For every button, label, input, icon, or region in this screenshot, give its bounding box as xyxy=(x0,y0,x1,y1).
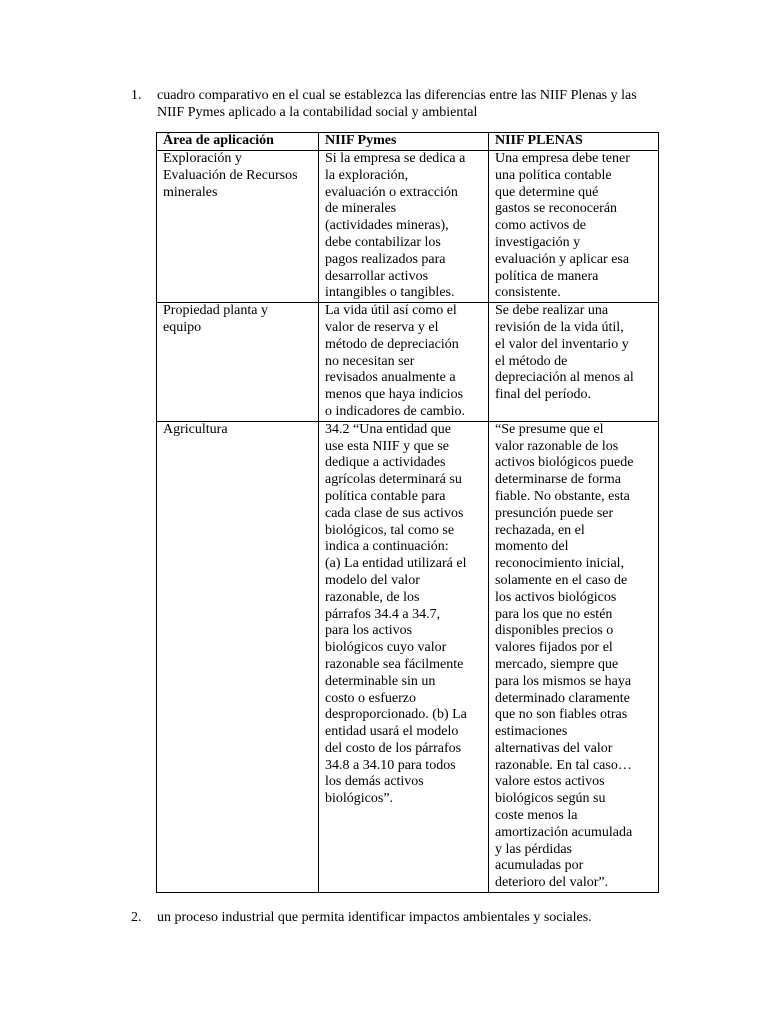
list-number: 2. xyxy=(131,910,142,925)
cell-plenas: Una empresa debe tener una política contable que determine qué gastos se reconocerán como activos de investigación y evaluación y aplicar esa política de manera consistente. xyxy=(489,151,659,303)
header-area: Área de aplicación xyxy=(157,133,319,151)
cell-area: Exploración y Evaluación de Recursos minerales xyxy=(157,151,319,303)
table-row xyxy=(157,303,659,422)
comparison-table xyxy=(156,132,659,893)
cell-area: Propiedad planta y equipo xyxy=(157,303,319,422)
table-row xyxy=(157,151,659,303)
cell-pymes: 34.2 “Una entidad que use esta NIIF y que se dedique a actividades agrícolas determinará su política contable para cada clase de sus activos biológicos, tal como se indica a continuación: (a) La entidad utilizará el modelo del valor razonable, de los párrafos 34.4 a 34.7, para los activos biológicos cuyo valor razonable sea fácilmente determinable sin un costo o esfuerzo desproporcionado. (b) La entidad usará el modelo del costo de los párrafos 34.8 a 34.10 para todos los demás activos biológicos”. xyxy=(319,421,489,892)
cell-pymes: La vida útil así como el valor de reserva y el método de depreciación no necesitan ser revisados anualmente a menos que haya indicios o indicadores de cambio. xyxy=(319,303,489,422)
table-row xyxy=(157,421,659,892)
list-text: cuadro comparativo en el cual se establezca las diferencias entre las NIIF Plenas y las NIIF Pymes aplicado a la contabilidad social y ambiental xyxy=(157,88,637,120)
list-text: un proceso industrial que permita identificar impactos ambientales y sociales. xyxy=(157,910,592,925)
list-number: 1. xyxy=(131,88,142,103)
header-niif-pymes: NIIF Pymes xyxy=(319,133,489,151)
cell-area: Agricultura xyxy=(157,421,319,892)
cell-plenas: “Se presume que el valor razonable de los activos biológicos puede determinarse de forma fiable. No obstante, esta presunción puede ser rechazada, en el momento del reconocimiento inicial, solamente en el caso de los activos biológicos para los que no estén disponibles precios o valores fijados por el mercado, siempre que para los mismos se haya determinado claramente que no son fiables otras estimaciones alternativas del valor razonable. En tal caso… valore estos activos biológicos según su coste menos la amortización acumulada y las pérdidas acumuladas por deterioro del valor”. xyxy=(489,421,659,892)
table-header-row xyxy=(157,133,659,151)
header-niif-plenas: NIIF PLENAS xyxy=(489,133,659,151)
cell-pymes: Si la empresa se dedica a la exploración, evaluación o extracción de minerales (actividades mineras), debe contabilizar los pagos realizados para desarrollar activos intangibles o tangibles. xyxy=(319,151,489,303)
cell-plenas: Se debe realizar una revisión de la vida útil, el valor del inventario y el método de depreciación al menos al final del período. xyxy=(489,303,659,422)
